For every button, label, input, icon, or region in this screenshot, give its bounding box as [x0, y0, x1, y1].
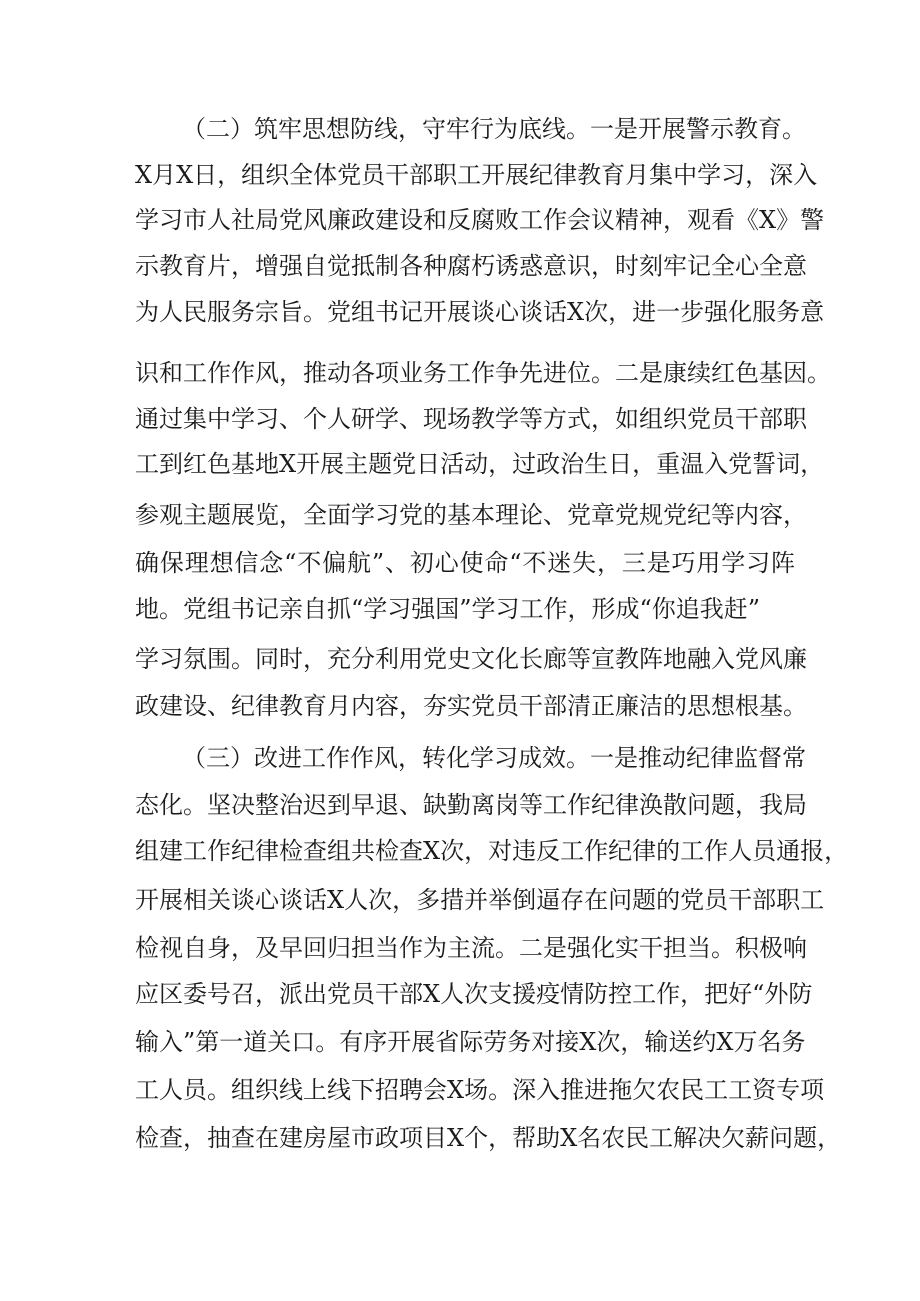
- paragraph-2-line-1: （三）改进工作作风，转化学习成效。一是推动纪律监督常: [182, 744, 806, 772]
- paragraph-2-line-2: 态化。坚决整治迟到早退、缺勤离岗等工作纪律涣散问题，我局: [135, 791, 807, 819]
- paragraph-1-line-1: （二）筑牢思想防线，守牢行为底线。一是开展警示教育。: [182, 115, 806, 143]
- paragraph-1-line-5: 为人民服务宗旨。党组书记开展谈心谈话X次，进一步强化服务意: [135, 298, 825, 326]
- paragraph-2-line-6: 应区委号召，派出党员干部X人次支援疫情防控工作，把好“外防: [135, 980, 813, 1008]
- paragraph-1-line-4: 示教育片，增强自觉抵制各种腐朽诱惑意识，时刻牢记全心全意: [135, 252, 807, 280]
- paragraph-1-line-8: 工到红色基地X开展主题党日活动，过政治生日，重温入党誓词，: [135, 450, 825, 478]
- paragraph-2-line-9: 检查，抽查在建房屋市政项目X个，帮助X名农民工解决欠薪问题，: [135, 1124, 842, 1152]
- paragraph-2-line-3: 组建工作纪律检查组共检查X次，对违反工作纪律的工作人员通报，: [135, 837, 849, 865]
- paragraph-2-line-8: 工人员。组织线上线下招聘会X场。深入推进拖欠农民工工资专项: [135, 1076, 825, 1104]
- paragraph-1-line-11: 地。党组书记亲自抓“学习强国”学习工作，形成“你追我赶”: [135, 595, 761, 623]
- paragraph-1-line-12: 学习氛围。同时，充分利用党史文化长廊等宣教阵地融入党风廉: [135, 645, 807, 673]
- paragraph-2-line-4: 开展相关谈心谈话X人次，多措并举倒逼存在问题的党员干部职工: [135, 886, 825, 914]
- paragraph-1-line-10: 确保理想信念“不偏航”、初心使命“不迷失，三是巧用学习阵: [135, 549, 795, 577]
- paragraph-2-line-7: 输入”第一道关口。有序开展省际劳务对接X次，输送约X万名务: [135, 1028, 806, 1056]
- paragraph-1-line-9: 参观主题展览，全面学习党的基本理论、党章党规党纪等内容，: [135, 501, 807, 529]
- paragraph-1-line-6: 识和工作作风，推动各项业务工作争先进位。二是康续红色基因。: [135, 359, 831, 387]
- paragraph-1-line-13: 政建设、纪律教育月内容，夯实党员干部清正廉洁的思想根基。: [135, 692, 807, 720]
- paragraph-1-line-3: 学习市人社局党风廉政建设和反腐败工作会议精神，观看《X》警: [135, 206, 825, 234]
- paragraph-1-line-7: 通过集中学习、个人研学、现场教学等方式，如组织党员干部职: [135, 405, 807, 433]
- paragraph-1-line-2: X月X日，组织全体党员干部职工开展纪律教育月集中学习，深入: [135, 161, 818, 189]
- paragraph-2-line-5: 检视自身，及早回归担当作为主流。二是强化实干担当。积极响: [135, 934, 807, 962]
